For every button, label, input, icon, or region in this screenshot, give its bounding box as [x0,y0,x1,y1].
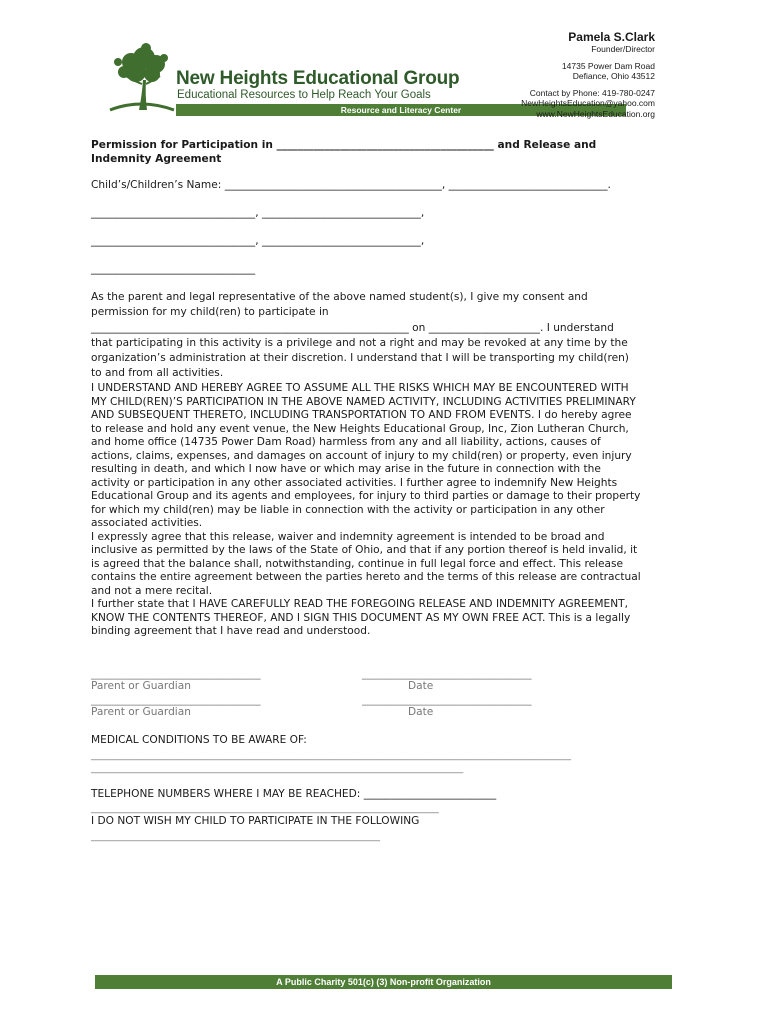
paragraph-line: binding agreement that I have read and understood. [91,625,371,637]
paragraph-line: inclusive as permitted by the laws of the State of Ohio, and that if any portion thereof is held invalid, it [91,544,638,556]
contact-name: Pamela S.Clark [568,30,655,44]
medical-conditions-label: MEDICAL CONDITIONS TO BE AWARE OF: [91,734,307,746]
paragraph-line: to and from all activities. [91,367,224,380]
paragraph-line: permission for my child(ren) to participate in [91,306,329,319]
form-title-line-1: Permission for Participation in _________________________________________ and Release and [91,139,597,151]
org-tagline: Educational Resources to Help Reach Your Goals [177,89,431,101]
paragraph-line: I UNDERSTAND AND HEREBY AGREE TO ASSUME ALL THE RISKS WHICH MAY BE ENCOUNTERED WITH [91,382,629,394]
parent-signature-label: Parent or Guardian [91,680,191,692]
child-names-field[interactable]: Child’s/Children’s Name: _________________________________________, ______________________________. [91,179,611,191]
medical-conditions-field[interactable]: ____________________________________________________________________________ [91,763,464,774]
contact-email: NewHeightsEducation@yahoo.com [521,98,655,108]
paragraph-line: Educational Group and its agents and employees, for injury to third parties or damage to their property [91,490,641,502]
paragraph-line: As the parent and legal representative of the above named student(s), I give my consent and [91,291,588,303]
consent-paragraph [91,290,629,382]
no-participate-field[interactable]: ___________________________________________________________ [91,831,381,842]
paragraph-line: MY CHILD(REN)’S PARTICIPATION IN THE ABOVE NAMED ACTIVITY, INCLUDING ACTIVITIES PRELIMINARY [91,395,636,408]
contact-phone: Contact by Phone: 419-780-0247 [529,87,655,98]
contact-street: 14735 Power Dam Road [561,60,655,71]
contact-website: www.NewHeightsEducation.org [536,108,655,119]
medical-conditions-field[interactable]: __________________________________________________________________________________________________ [91,750,572,761]
parent-signature-line[interactable]: ________________________________ [91,668,261,680]
header-banner-label: Resource and Literacy Center [340,105,462,115]
paragraph-line: I further state that I HAVE CAREFULLY READ THE FOREGOING RELEASE AND INDEMNITY AGREEMENT, [91,598,628,610]
paragraph-line: AND SUBSEQUENT THERETO, INCLUDING TRANSPORTATION TO AND FROM EVENTS. I do hereby agree [91,409,632,421]
contact-title: Founder/Director [591,44,655,54]
telephone-field-line[interactable]: _______________________________________________________________________ [91,803,439,814]
date-line[interactable]: ________________________________ [362,694,532,706]
paragraph-line: KNOW THE CONTENTS THEREOF, AND I SIGN THIS DOCUMENT AS MY OWN FREE ACT. This is a legally [91,611,631,624]
paragraph-line: organization’s administration at their discretion. I understand that I will be transporting my child(ren) [91,352,629,365]
contact-city: Defiance, Ohio 43512 [572,71,655,81]
paragraph-line: I expressly agree that this release, waiver and indemnity agreement is intended to be broad and [91,530,605,543]
paragraph-line: contains the entire agreement between the parties hereto and the terms of this release are contractual [91,571,641,583]
paragraph-line: actions, claims, expenses, and damages on account of injury to my child(ren) or property, even injury [91,449,632,462]
org-name: New Heights Educational Group [176,68,460,89]
form-title-line-2: Indemnity Agreement [91,153,222,165]
activity-date-field[interactable]: ____________________________________________________________ on _____________________. I understand [91,321,614,334]
paragraph-line: is agreed that the balance shall, notwithstanding, continue in full legal force and effect. This release [91,557,624,570]
paragraph-line: resulting in death, and which I now have or which may arise in the future in connection with the [91,463,601,475]
date-label: Date [408,706,434,718]
paragraph-line: activity or participation in any other associated activities. I further agree to indemnify New Heights [91,476,618,489]
footer-label: A Public Charity 501(c) (3) Non-profit Organization [276,977,491,987]
footer-banner [95,975,672,989]
child-names-row[interactable]: _______________________________, ______________________________, [91,235,425,247]
parent-signature-line[interactable]: ________________________________ [91,694,261,706]
paragraph-line: that participating in this activity is a privilege and not a right and may be revoked at any time by the [91,336,628,349]
tree-logo-icon [106,40,176,120]
paragraph-line: for which my child(ren) may be liable in connection with the activity or participation in any other [91,503,605,516]
contact-block [521,31,655,119]
child-names-row[interactable]: _______________________________, ______________________________, [91,207,425,219]
no-participate-label: I DO NOT WISH MY CHILD TO PARTICIPATE IN THE FOLLOWING [91,815,420,827]
paragraph-line: associated activities. [91,517,203,529]
paragraph-line: and not a mere recital. [91,584,213,597]
date-label: Date [408,680,434,692]
paragraph-line: to release and hold any event venue, the New Heights Educational Group, Inc, Zion Lutheran Church, [91,422,629,435]
telephone-field[interactable]: TELEPHONE NUMBERS WHERE I MAY BE REACHED: _________________________ [91,788,497,800]
parent-signature-label: Parent or Guardian [91,706,191,718]
paragraph-line: and home office (14735 Power Dam Road) harmless from any and all liability, actions, causes of [91,436,601,448]
date-line[interactable]: ________________________________ [362,668,532,680]
release-paragraph [91,382,641,639]
child-names-row[interactable]: _______________________________ [91,263,256,275]
